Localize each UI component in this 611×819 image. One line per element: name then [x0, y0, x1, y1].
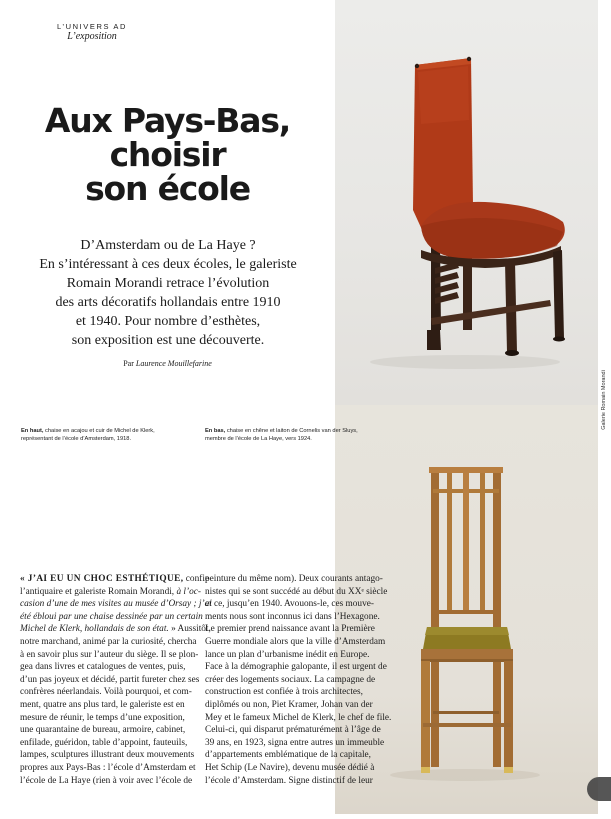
- body-line: lampes, sculptures illustrant deux mouvements: [20, 750, 195, 761]
- body-line: Het Schip (Le Navire), devenu musée dédié à: [205, 762, 375, 773]
- body-line: lance un plan d’urbanisme inédit en Europe.: [205, 649, 370, 660]
- caption-top-photo: [21, 427, 196, 443]
- body-line: d’appartements emblématique de la capitale,: [205, 750, 371, 761]
- body-line: Face à la démographie galopante, il est urgent de: [205, 662, 387, 673]
- body-text: confie: [183, 574, 210, 584]
- body-line: mesure de réunir, le temps d’une exposition,: [20, 712, 185, 723]
- body-line: construction est confiée à trois architectes,: [205, 687, 363, 698]
- body-line: une quarantaine de bureau, armoire, cabinet,: [20, 725, 186, 736]
- body-line: diplômés ou non, Piet Kramer, Johan van der: [205, 699, 373, 710]
- body-line: ment, quatre ans plus tard, le galeriste est en: [20, 699, 185, 710]
- byline-author: Laurence Mouillefarine: [135, 359, 212, 368]
- body-quote: Michel de Klerk, hollandais de son état.: [20, 624, 172, 635]
- body-quote: casion d’une de mes visites au musée d’Orsay ; j’ai: [20, 599, 212, 610]
- de-klerk-chair-illustration: [335, 0, 598, 405]
- caption-line: chaise en chêne et laiton de Cornelis van der Sluys,: [226, 428, 358, 434]
- caption-line: représentant de l’école d’Amsterdam, 1918.: [21, 436, 132, 442]
- byline: [0, 359, 335, 368]
- body-line: enfilade, guéridon, table d’appoint, fauteuils,: [20, 737, 188, 748]
- body-line: nistes qui se sont succédé au début du XXᵉ siècle: [205, 586, 388, 597]
- headline-line: Aux Pays-Bas,: [44, 101, 291, 140]
- caption-line: membre de l’école de La Haye, vers 1924.: [205, 436, 312, 442]
- body-line: notre marchand, animé par la curiosité, chercha: [20, 636, 197, 647]
- body-line: Guerre mondiale alors que la ville d’Amsterdam: [205, 636, 386, 647]
- body-column-1: [20, 573, 212, 787]
- caption-line: chaise en acajou et cuir de Michel de Klerk,: [45, 428, 155, 434]
- caption-tag: En haut,: [21, 428, 44, 434]
- caption-bottom-photo: [205, 427, 385, 443]
- body-line: gea dans livres et catalogues de ventes, puis,: [20, 662, 186, 673]
- body-text: » Aussitôt,: [171, 624, 211, 635]
- headline-line: choisir: [109, 135, 226, 174]
- standfirst-line: des arts décoratifs hollandais entre 1910: [55, 295, 281, 310]
- caption-tag: En bas,: [205, 428, 226, 434]
- byline-prefix: Par: [123, 359, 134, 368]
- body-line: créer des logements sociaux. La campagne de: [205, 674, 376, 685]
- body-quote: été ébloui par une chaise dessinée par un certain: [20, 611, 203, 622]
- standfirst: [18, 236, 318, 350]
- body-line: Mey et le fameux Michel de Klerk, le chef de file.: [205, 712, 392, 723]
- standfirst-line: son exposition est une découverte.: [71, 333, 265, 348]
- photo-de-klerk-chair: [335, 0, 598, 405]
- body-lead-in: « J’AI EU UN CHOC ESTHÉTIQUE,: [20, 574, 184, 584]
- body-line: l’école de La Haye (rien à voir avec l’école de: [20, 775, 193, 786]
- body-line: Le premier prend naissance avant la Première: [205, 624, 375, 635]
- body-line: à en savoir plus sur l’auteur du siège. Il se plon-: [20, 649, 199, 660]
- body-line: d’un pas joyeux et décidé, partit fureter chez ses: [20, 674, 200, 685]
- standfirst-line: En s’intéressant à ces deux écoles, le galeriste: [39, 257, 297, 272]
- body-text: l’antiquaire et galeriste Romain Morandi,: [20, 586, 177, 597]
- section-title: L’exposition: [67, 31, 117, 42]
- headline: [20, 101, 315, 208]
- standfirst-line: Romain Morandi retrace l’évolution: [66, 276, 270, 291]
- body-line: 39 ans, en 1923, signa entre autres un immeuble: [205, 737, 385, 748]
- body-line: Celui-ci, qui disparut prématurément à l’âge de: [205, 725, 381, 736]
- body-quote: à l’oc-: [176, 586, 201, 597]
- body-line: peinture du même nom). Deux courants antago-: [205, 574, 383, 584]
- body-line: et ce, jusqu’en 1940. Avouons-le, ces mouve-: [205, 599, 374, 610]
- body-column-2: [205, 573, 392, 787]
- body-line: l’école d’Amsterdam. Signe distinctif de leur: [205, 775, 373, 786]
- photo-credit: [598, 370, 611, 430]
- body-line: propres aux Pays-Bas : l’école d’Amsterdam et: [20, 762, 196, 773]
- section-kicker: L’UNIVERS AD: [56, 22, 128, 31]
- body-line: ments nous sont inconnus ici dans l’Hexagone.: [205, 611, 380, 622]
- page-turn-handle[interactable]: [587, 777, 611, 801]
- body-line: confrères néerlandais. Voilà pourquoi, et com-: [20, 687, 192, 698]
- headline-line: son école: [85, 169, 250, 208]
- standfirst-line: D’Amsterdam ou de La Haye ?: [80, 238, 256, 253]
- standfirst-line: et 1940. Pour nombre d’esthètes,: [75, 314, 261, 329]
- photo-credit-text: Galerie Romain Morandi: [601, 370, 607, 430]
